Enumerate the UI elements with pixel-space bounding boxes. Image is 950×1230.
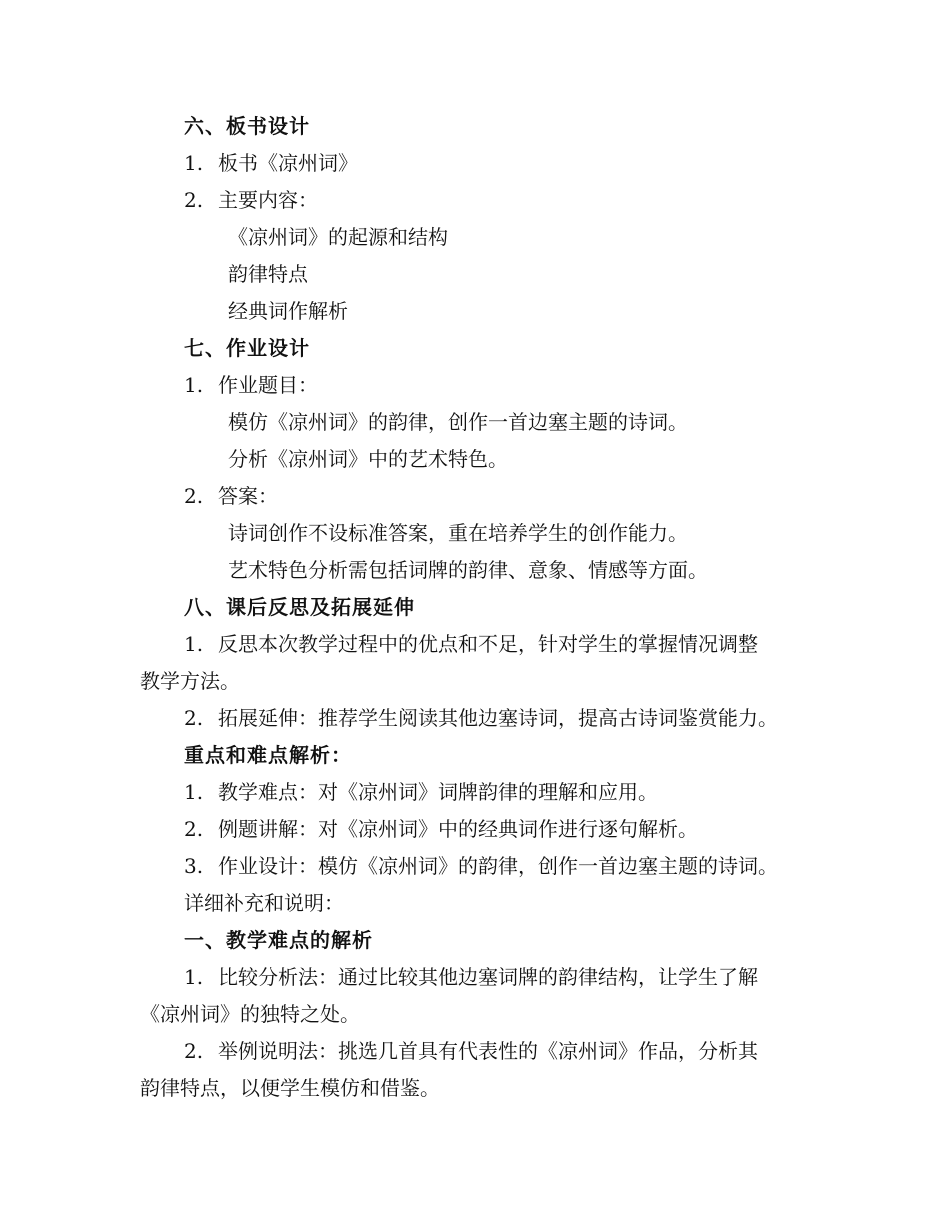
list-item [184, 852, 778, 880]
item-text: 板书《凉州词》 [218, 151, 358, 175]
list-item [184, 778, 658, 806]
list-item [184, 815, 698, 843]
list-item [184, 963, 758, 991]
item-text: 教学难点：对《凉州词》词牌韵律的理解和应用。 [218, 780, 658, 804]
section-heading: 八、课后反思及拓展延伸 [184, 595, 415, 619]
sub-item: 《凉州词》的起源和结构 [228, 225, 448, 249]
item-number: 2. [184, 484, 204, 508]
item-text: 拓展延伸：推荐学生阅读其他边塞诗词，提高古诗词鉴赏能力。 [218, 706, 778, 730]
sub-item: 模仿《凉州词》的韵律，创作一首边塞主题的诗词。 [228, 410, 688, 434]
section-heading: 重点和难点解析： [184, 743, 352, 767]
item-continuation: 韵律特点，以便学生模仿和借鉴。 [140, 1076, 440, 1100]
item-number: 1. [184, 632, 204, 656]
item-number: 2. [184, 188, 204, 212]
item-text: 答案： [218, 484, 278, 508]
item-text: 比较分析法：通过比较其他边塞词牌的韵律结构，让学生了解 [218, 965, 758, 989]
sub-item: 诗词创作不设标准答案，重在培养学生的创作能力。 [228, 521, 688, 545]
item-text: 作业题目： [218, 373, 318, 397]
section-heading: 六、板书设计 [184, 114, 310, 138]
item-continuation: 教学方法。 [140, 669, 240, 693]
sub-item: 分析《凉州词》中的艺术特色。 [228, 447, 508, 471]
item-continuation: 《凉州词》的独特之处。 [140, 1002, 360, 1026]
item-number: 3. [184, 854, 204, 878]
item-text: 反思本次教学过程中的优点和不足，针对学生的掌握情况调整 [218, 632, 758, 656]
sub-item: 艺术特色分析需包括词牌的韵律、意象、情感等方面。 [228, 558, 708, 582]
section-heading: 七、作业设计 [184, 336, 310, 360]
item-number: 1. [184, 373, 204, 397]
sub-item: 经典词作解析 [228, 299, 348, 323]
item-text: 例题讲解：对《凉州词》中的经典词作进行逐句解析。 [218, 817, 698, 841]
list-item [184, 371, 318, 399]
item-number: 1. [184, 151, 204, 175]
section-heading: 一、教学难点的解析 [184, 928, 373, 952]
item-text: 举例说明法：挑选几首具有代表性的《凉州词》作品，分析其 [218, 1039, 758, 1063]
list-item [184, 704, 778, 732]
list-item [184, 630, 758, 658]
item-text: 主要内容： [218, 188, 318, 212]
item-number: 1. [184, 965, 204, 989]
list-item [184, 149, 358, 177]
item-number: 2. [184, 817, 204, 841]
item-text: 作业设计：模仿《凉州词》的韵律，创作一首边塞主题的诗词。 [218, 854, 778, 878]
item-number: 2. [184, 706, 204, 730]
item-number: 1. [184, 780, 204, 804]
note-text: 详细补充和说明： [184, 891, 344, 915]
list-item [184, 482, 278, 510]
list-item [184, 1037, 758, 1065]
sub-item: 韵律特点 [228, 262, 308, 286]
item-number: 2. [184, 1039, 204, 1063]
list-item [184, 186, 318, 214]
